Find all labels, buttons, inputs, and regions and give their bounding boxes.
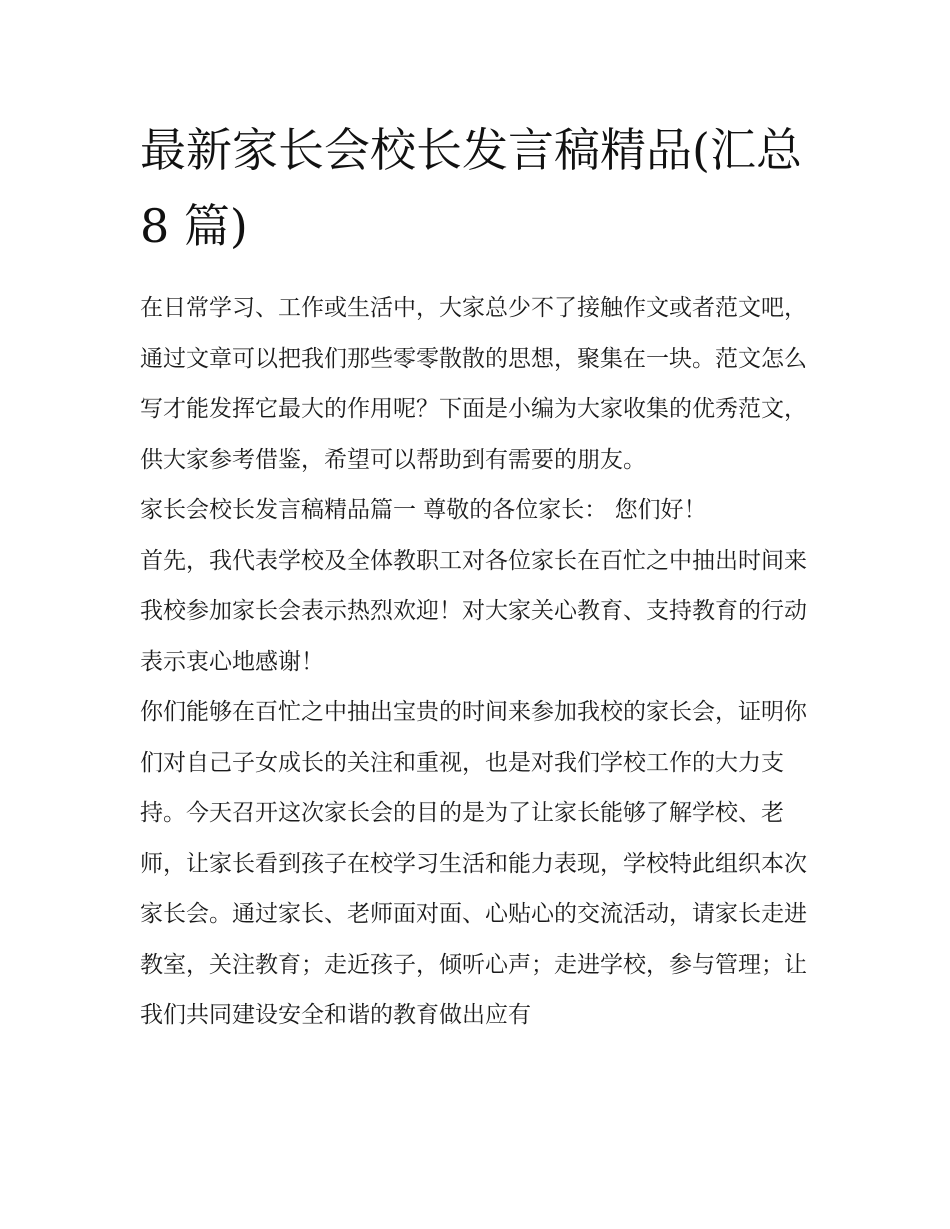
- document-body: [140, 283, 812, 1041]
- paragraph-intro: 在日常学习、工作或生活中，大家总少不了接触作文或者范文吧，通过文章可以把我们那些零零散散的思想，聚集在一块。范文怎么写才能发挥它最大的作用呢？下面是小编为大家收集的优秀范文，供大家参考借鉴，希望可以帮助到有需要的朋友。: [140, 295, 807, 473]
- document-title: 最新家长会校长发言稿精品(汇总 8 篇): [140, 123, 802, 253]
- paragraph-welcome: 首先，我代表学校及全体教职工对各位家长在百忙之中抽出时间来我校参加家长会表示热烈欢迎！对大家关心教育、支持教育的行动表示衷心地感谢！: [140, 547, 807, 675]
- paragraph-salutation: 家长会校长发言稿精品篇一 尊敬的各位家长： 您们好！: [140, 497, 707, 523]
- paragraph-purpose: 你们能够在百忙之中抽出宝贵的时间来参加我校的家长会，证明你们对自己子女成长的关注和重视，也是对我们学校工作的大力支持。今天召开这次家长会的目的是为了让家长能够了解学校、老师，让家长看到孩子在校学习生活和能力表现，学校特此组织本次家长会。通过家长、老师面对面、心贴心的交流活动，请家长走进教室，关注教育；走近孩子，倾听心声；走进学校，参与管理；让我们共同建设安全和谐的教育做出应有: [140, 699, 807, 1028]
